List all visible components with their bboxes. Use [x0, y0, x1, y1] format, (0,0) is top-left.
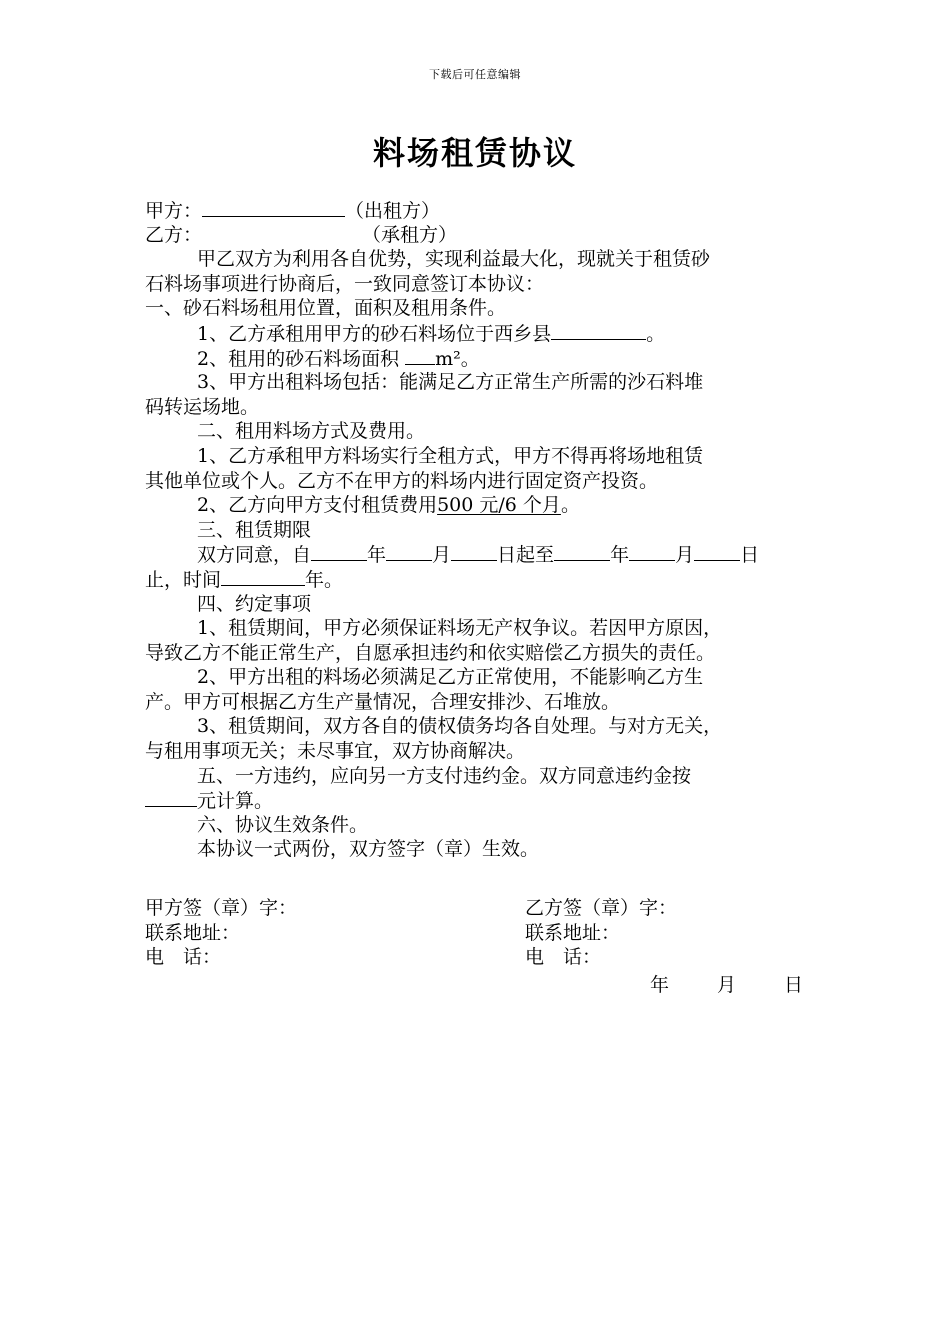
party-b-line: [145, 223, 815, 248]
intro-line-2: 石料场事项进行协商后，一致同意签订本协议：: [145, 272, 545, 295]
party-b-address: 联系地址：: [525, 921, 621, 944]
section-5-line-1: 五、一方违约，应向另一方支付违约金。双方同意违约金按: [197, 764, 692, 787]
section-6-heading: 六、协议生效条件。: [197, 813, 369, 836]
penalty-blank: [145, 788, 197, 807]
section-1-item-2: 2、租用的砂石料场面积 m²。: [197, 347, 480, 370]
area-blank: [405, 346, 435, 365]
section-4-item-2b: 产。甲方可根据乙方生产量情况，合理安排沙、石堆放。: [145, 690, 621, 713]
term-line-2: 止，时间 年。: [145, 568, 344, 591]
section-1-item-1: 1、乙方承租用甲方的砂石料场位于西乡县 。: [197, 322, 666, 345]
section-1-item-3b: 码转运场地。: [145, 395, 260, 418]
section-4-item-1b: 导致乙方不能正常生产，自愿承担违约和依实赔偿乙方损失的责任。: [145, 641, 716, 664]
section-2-item-1b: 其他单位或个人。乙方不在甲方的料场内进行固定资产投资。: [145, 469, 659, 492]
section-2-item-1a: 1、乙方承租甲方料场实行全租方式，甲方不得再将场地租赁: [197, 444, 704, 467]
party-a-signature: 甲方签（章）字：: [145, 897, 298, 919]
party-a-label: 甲方：: [145, 200, 203, 222]
section-4-item-3a: 3、租赁期间，双方各自的债权债务均各自处理。与对方无关，: [197, 715, 723, 738]
party-b-phone: 电 话：: [525, 946, 602, 969]
party-a-role: （出租方）: [345, 200, 441, 222]
section-6-text: 本协议一式两份，双方签字（章）生效。: [197, 838, 540, 861]
location-blank: [551, 321, 646, 340]
party-b-role: （承租方）: [362, 223, 458, 246]
party-b-signature: 乙方签（章）字：: [525, 897, 678, 919]
section-4-item-2a: 2、甲方出租的料场必须满足乙方正常使用，不能影响乙方生: [197, 666, 704, 689]
date-month: 月: [717, 974, 737, 996]
section-1-item-3a: 3、甲方出租料场包括：能满足乙方正常生产所需的沙石料堆: [197, 371, 704, 394]
date-day: 日: [784, 974, 804, 996]
section-2-heading: 二、租用料场方式及费用。: [197, 420, 426, 443]
term-line-1: 双方同意，自 年 月 日起至 年 月 日: [197, 544, 760, 567]
date-year: 年: [650, 974, 670, 996]
party-b-label: 乙方：: [145, 223, 203, 246]
section-4-item-3b: 与租用事项无关；未尽事宜，双方协商解决。: [145, 740, 526, 763]
section-1-heading: 一、砂石料场租用位置，面积及租用条件。: [145, 297, 507, 320]
party-a-phone: 电 话：: [145, 946, 222, 969]
intro-line-1: 甲乙双方为利用各自优势，实现利益最大化，现就关于租赁砂: [197, 248, 711, 271]
party-a-blank: [202, 198, 345, 217]
section-3-heading: 三、租赁期限: [197, 518, 312, 541]
agreement-body: [145, 198, 815, 862]
section-2-item-2: 2、乙方向甲方支付租赁费用500 元/6 个月。: [197, 494, 580, 517]
signature-block: [145, 896, 815, 970]
section-5-line-2: 元计算。: [145, 788, 815, 813]
document-title: 料场租赁协议: [372, 134, 577, 172]
section-4-item-1a: 1、租赁期间，甲方必须保证料场无产权争议。若因甲方原因，: [197, 617, 723, 640]
party-a-line: [145, 198, 815, 223]
rent-amount: 500 元/6 个月: [437, 494, 561, 517]
header-note: 下载后可任意编辑: [429, 68, 521, 81]
party-a-address: 联系地址：: [145, 921, 241, 944]
signing-date: [650, 970, 803, 997]
section-4-heading: 四、约定事项: [197, 592, 312, 615]
